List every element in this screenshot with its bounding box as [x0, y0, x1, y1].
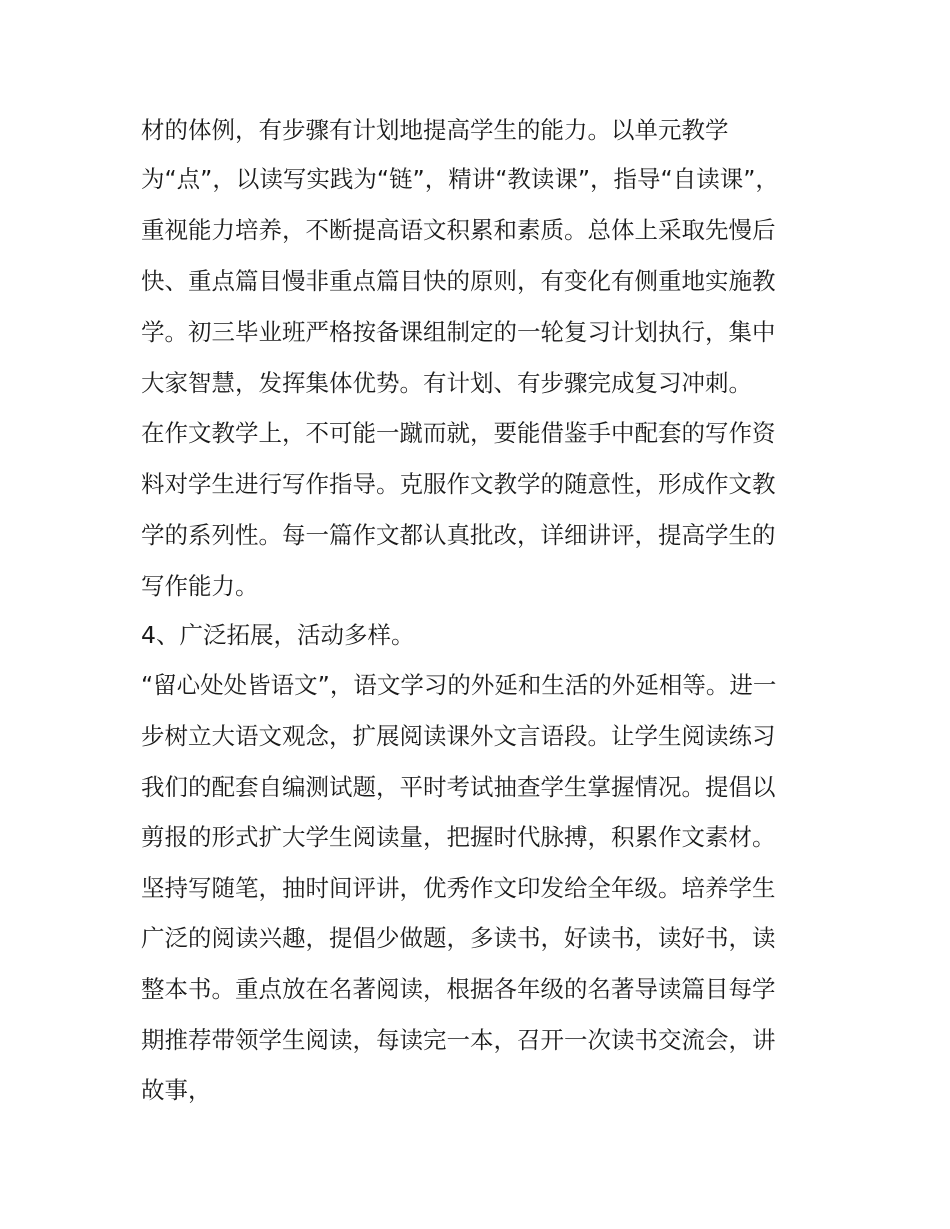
section-heading: 4、广泛拓展，活动多样。 [141, 621, 415, 649]
text-line: 学。初三毕业班严格按备课组制定的一轮复习计划执行，集中 [141, 318, 776, 346]
text-line: 料对学生进行写作指导。克服作文教学的随意性，形成作文教 [141, 470, 776, 498]
text-line: “留心处处皆语文”，语文学习的外延和生活的外延相等。进一 [141, 671, 777, 699]
text-line: 快、重点篇目慢非重点篇目快的原则，有变化有侧重地实施教 [141, 267, 776, 295]
text-line: 期推荐带领学生阅读，每读完一本，召开一次读书交流会，讲 [141, 1026, 776, 1054]
text-line: 整本书。重点放在名著阅读，根据各年级的名著导读篇目每学 [141, 975, 776, 1003]
text-line: 写作能力。 [141, 572, 259, 600]
text-line: 材的体例，有步骤有计划地提高学生的能力。以单元教学 [141, 116, 729, 144]
text-line: 重视能力培养，不断提高语文积累和素质。总体上采取先慢后 [141, 216, 776, 244]
text-line: 大家智慧，发挥集体优势。有计划、有步骤完成复习冲刺。 [141, 369, 752, 397]
text-line: 为“点”，以读写实践为“链”，精讲“教读课”，指导“自读课”， [141, 165, 779, 193]
text-line: 故事， [141, 1076, 212, 1104]
text-line: 我们的配套自编测试题，平时考试抽查学生掌握情况。提倡以 [141, 773, 776, 801]
text-line: 剪报的形式扩大学生阅读量，把握时代脉搏，积累作文素材。 [141, 823, 776, 851]
text-line: 学的系列性。每一篇作文都认真批改，详细讲评，提高学生的 [141, 521, 776, 549]
text-line: 在作文教学上，不可能一蹴而就，要能借鉴手中配套的写作资 [141, 419, 776, 447]
text-line: 坚持写随笔，抽时间评讲，优秀作文印发给全年级。培养学生 [141, 874, 776, 902]
text-line: 步树立大语文观念，扩展阅读课外文言语段。让学生阅读练习 [141, 722, 776, 750]
text-line: 广泛的阅读兴趣，提倡少做题，多读书，好读书，读好书，读 [141, 924, 776, 952]
